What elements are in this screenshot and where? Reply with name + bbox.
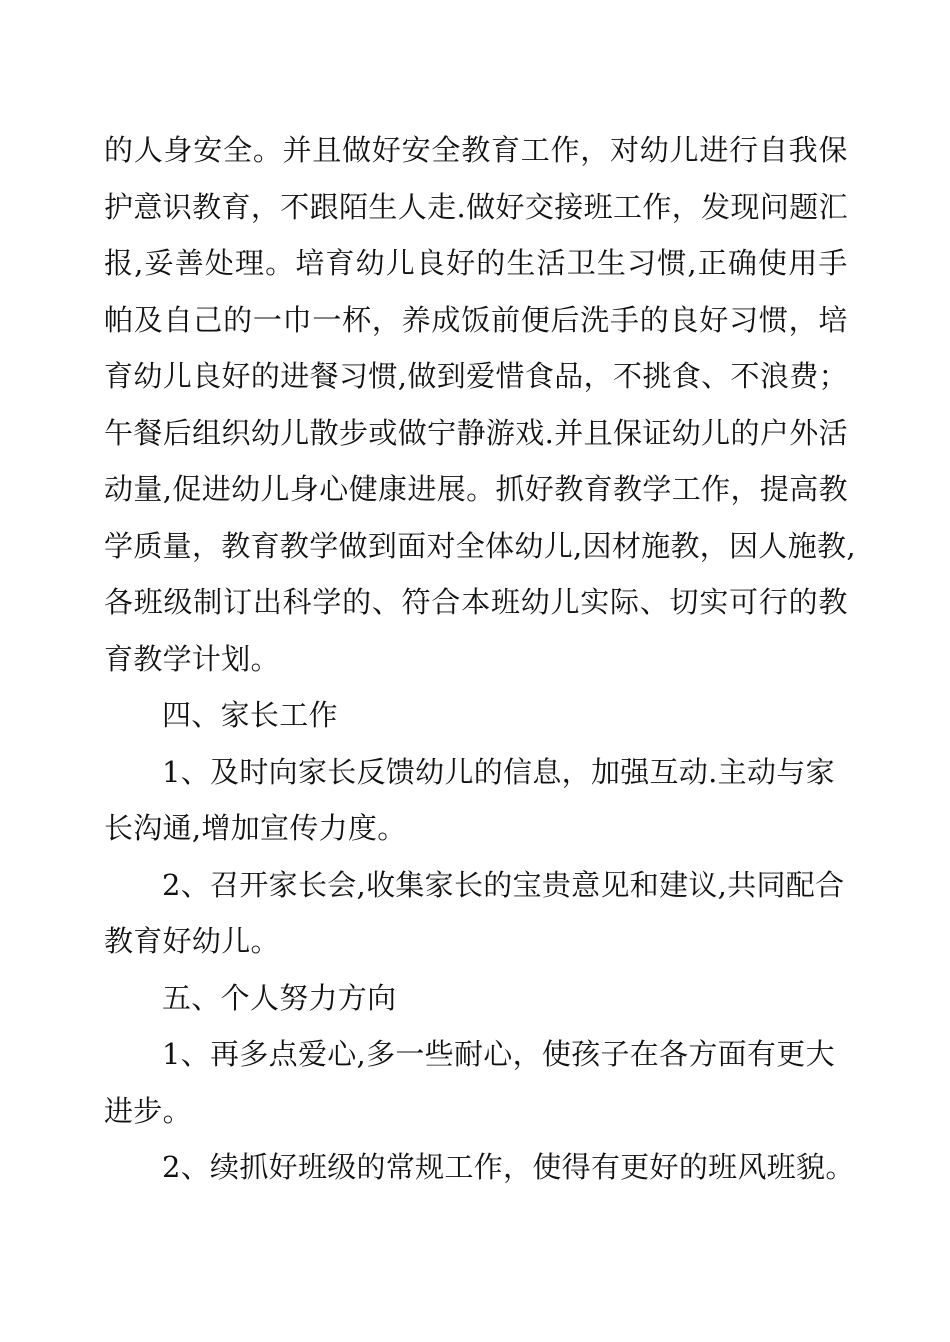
text-line: 2、召开家长会,收集家长的宝贵意见和建议,共同配合 [162, 867, 845, 902]
text-line: 五、个人努力方向 [162, 980, 397, 1015]
document-body [104, 122, 856, 1196]
text-line: 护 意 识 教 育 ， 不 跟 陌 生 人 走 . 做 好 交 接 班 工 作 ， 发 现 问 题 汇 [104, 189, 848, 224]
text-line: 各 班 级 制 订 出 科 学 的 、 符 合 本 班 幼 儿 实 际 、 切 实 可 行 的 教 [104, 585, 848, 619]
text-line: 进步。 [104, 1093, 192, 1128]
text-line: 育教学计划。 [104, 641, 280, 676]
text-line: 2、续抓好班级的常规工作，使得有更好的班风班貌。 [162, 1150, 855, 1184]
text-line: 的 人 身 安 全 。 并 且 做 好 安 全 教 育 工 作 ， 对 幼 儿 进 行 自 我 保 [104, 133, 848, 167]
text-line: 帕 及 自 己 的 一 巾 一 杯 ， 养 成 饭 前 便 后 洗 手 的 良 好 习 惯 ， 培 [104, 302, 848, 337]
text-line: 学 质 量 ， 教 育 教 学 做 到 面 对 全 体 幼 儿 , 因 材 施 教 ， 因 人 施 教 , [104, 528, 856, 563]
text-line: 报 , 妥 善 处 理 。 培 育 幼 儿 良 好 的 生 活 卫 生 习 惯 , 正 确 使 用 手 [104, 246, 848, 280]
text-line: 午 餐 后 组 织 幼 儿 散 步 或 做 宁 静 游 戏 . 并 且 保 证 幼 儿 的 户 外 活 [104, 415, 848, 450]
text-line: 动 量 , 促 进 幼 儿 身 心 健 康 进 展 。 抓 好 教 育 教 学 工 作 ， 提 高 教 [104, 472, 848, 506]
text-line: 1、及时向家长反馈幼儿的信息，加强互动.主动与家 [162, 754, 835, 789]
text-line: 长沟通,增加宣传力度。 [104, 811, 407, 845]
text-line: 1、再多点爱心,多一些耐心，使孩子在各方面有更大 [162, 1037, 835, 1071]
text-line: 四、家长工作 [162, 698, 338, 732]
text-line: 育 幼 儿 良 好 的 进 餐 习 惯 , 做 到 爱 惜 食 品 ， 不 挑 食 、 不 浪 费 ； [104, 359, 848, 393]
text-line: 教育好幼儿。 [104, 924, 280, 958]
text-lines [104, 122, 856, 1196]
